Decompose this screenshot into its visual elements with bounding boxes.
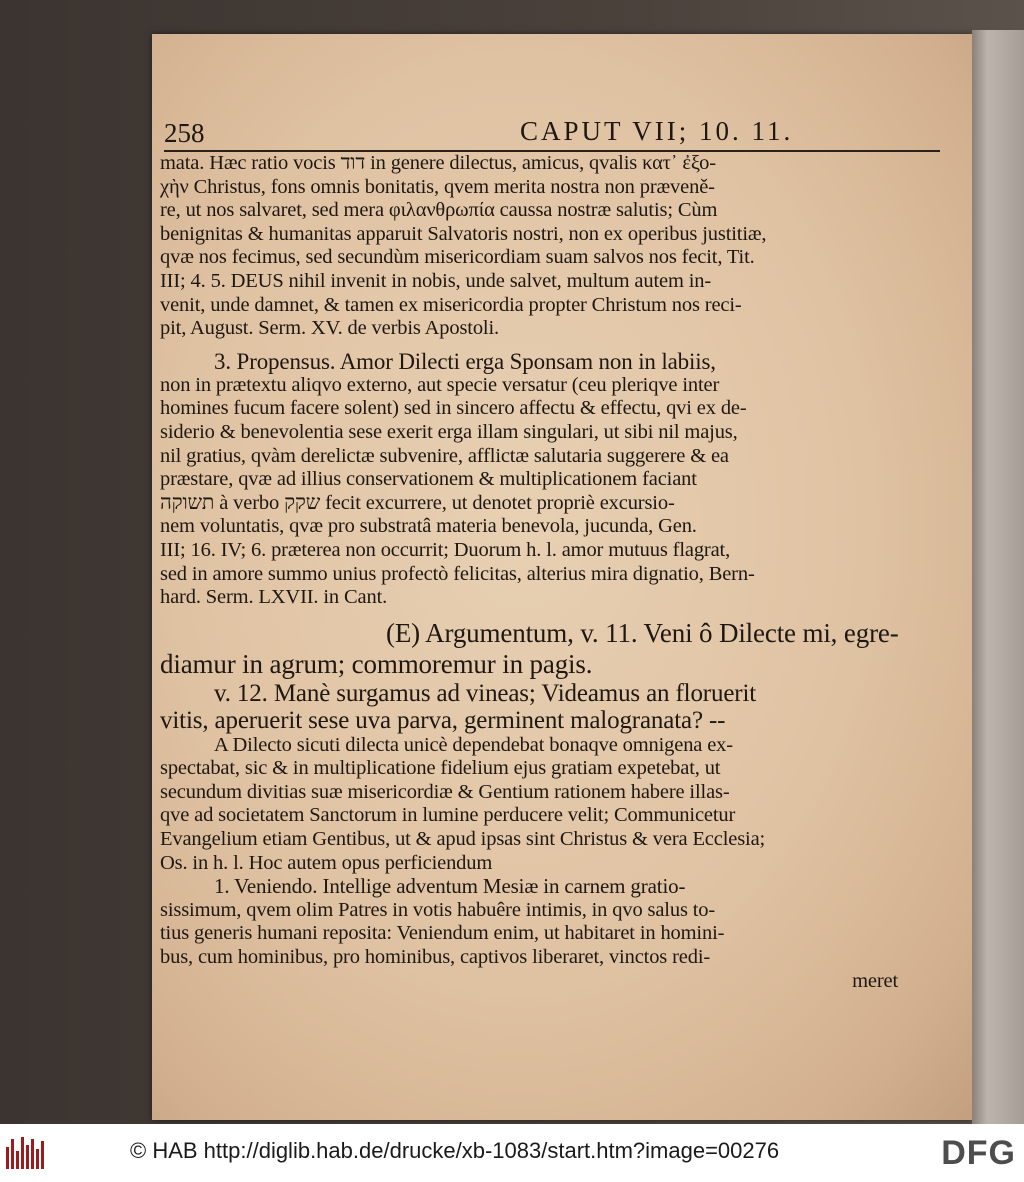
text-line: χὴν Christus, fons omnis bonitatis, qvem merita nostra non præveně-	[160, 175, 715, 198]
page-edge	[972, 30, 1024, 1124]
text-line: secundum divitias suæ misericordiæ & Gentium rationem habere illas-	[160, 780, 730, 803]
text-line: tius generis humani reposita: Veniendum enim, ut habitaret in homini-	[160, 922, 725, 945]
text-line: qve ad societatem Sanctorum in lumine perducere velit; Communicetur	[160, 804, 736, 827]
text-line: III; 16. IV; 6. præterea non occurrit; Duorum h. l. amor mutuus flagrat,	[160, 538, 731, 561]
text-line: re, ut nos salvaret, sed mera φιλανθρωπία caussa nostræ salutis; Cùm	[160, 199, 718, 222]
text-line: Evangelium etiam Gentibus, ut & apud ipsas sint Christus & vera Ecclesia;	[160, 828, 766, 851]
page-number: 258	[164, 118, 205, 148]
argument-line: vitis, aperuerit sese uva parva, germinent malogranata? --	[160, 706, 726, 734]
text-line: Os. in h. l. Hoc autem opus perficiendum	[160, 851, 493, 874]
footer-bar	[0, 1124, 1024, 1182]
copyright-link[interactable]: © HAB http://diglib.hab.de/drucke/xb-1083/start.htm?image=00276	[130, 1138, 780, 1163]
section-propensus	[160, 349, 940, 610]
paragraph-intro	[160, 152, 940, 341]
text-line: siderio & benevolentia sese exerit erga illam singulari, ut sibi nil majus,	[160, 420, 738, 443]
section-veniendo	[160, 875, 940, 993]
argument-line: v. 12. Manè surgamus ad vineas; Videamus an floruerit	[214, 679, 757, 707]
text-line: homines fucum facere solent) sed in sincero affectu & effectu, qvi ex de-	[160, 397, 747, 420]
running-head: CAPUT VII; 10. 11.	[520, 116, 794, 146]
argument-heading: (E) Argumentum, v. 11. Veni ô Dilecte mi, egre-	[386, 617, 899, 648]
text-line: benignitas & humanitas apparuit Salvatoris nostri, non ex operibus justitiæ,	[160, 222, 767, 245]
text-line: sed in amore summo unius profectò felicitas, alterius mira dignatio, Bern-	[160, 562, 755, 585]
text-line: spectabat, sic & in multiplicatione fidelium ejus gratiam expetebat, ut	[160, 757, 721, 780]
section-heading: 3. Propensus. Amor Dilecti erga Sponsam non in labiis,	[214, 348, 716, 374]
text-line: תשוקה à verbo שקק fecit excurrere, ut denotet propriè excursio-	[160, 491, 675, 514]
page-text	[160, 110, 940, 993]
text-line: venit, unde damnet, & tamen ex misericordia propter Christum nos reci-	[160, 293, 742, 316]
text-line: non in prætextu aliqvo externo, aut specie versatur (ceu pleriqve inter	[160, 373, 720, 396]
text-line: bus, cum hominibus, pro hominibus, captivos liberaret, vinctos redi-	[160, 946, 711, 969]
text-line: sissimum, qvem olim Patres in votis habuêre intimis, in qvo salus to-	[160, 898, 716, 921]
text-line: hard. Serm. LXVII. in Cant.	[160, 586, 388, 609]
dfg-logo: DFG	[941, 1134, 1016, 1172]
text-line: pit, August. Serm. XV. de verbis Apostoli.	[160, 317, 499, 340]
text-line: III; 4. 5. DEUS nihil invenit in nobis, unde salvet, multum autem in-	[160, 269, 712, 292]
section-heading: 1. Veniendo. Intellige adventum Mesiæ in carnem gratio-	[214, 874, 686, 899]
catchword: meret	[852, 969, 898, 992]
text-line: nem voluntatis, qvæ pro substratâ materia benevola, jucunda, Gen.	[160, 515, 697, 538]
text-line: qvæ nos fecimus, sed secundùm misericordiam suam salvos nos fecit, Tit.	[160, 246, 755, 269]
page-header	[164, 110, 940, 152]
text-line: præstare, qvæ ad illius conservationem & multiplicationem faciant	[160, 468, 697, 491]
text-line: nil gratius, qvàm derelictæ subvenire, afflictæ salutaria suggerere & ea	[160, 444, 729, 467]
text-line: A Dilecto sicuti dilecta unicè dependebat bonaqve omnigena ex-	[214, 733, 733, 756]
argument-block	[160, 618, 940, 734]
paragraph-dilecto	[160, 734, 940, 876]
hab-logo-icon	[6, 1137, 46, 1169]
argument-line: diamur in agrum; commoremur in pagis.	[160, 648, 593, 679]
text-line: mata. Hæc ratio vocis דוד in genere dilectus, amicus, qvalis κατ᾽ ἐξο-	[160, 152, 716, 174]
